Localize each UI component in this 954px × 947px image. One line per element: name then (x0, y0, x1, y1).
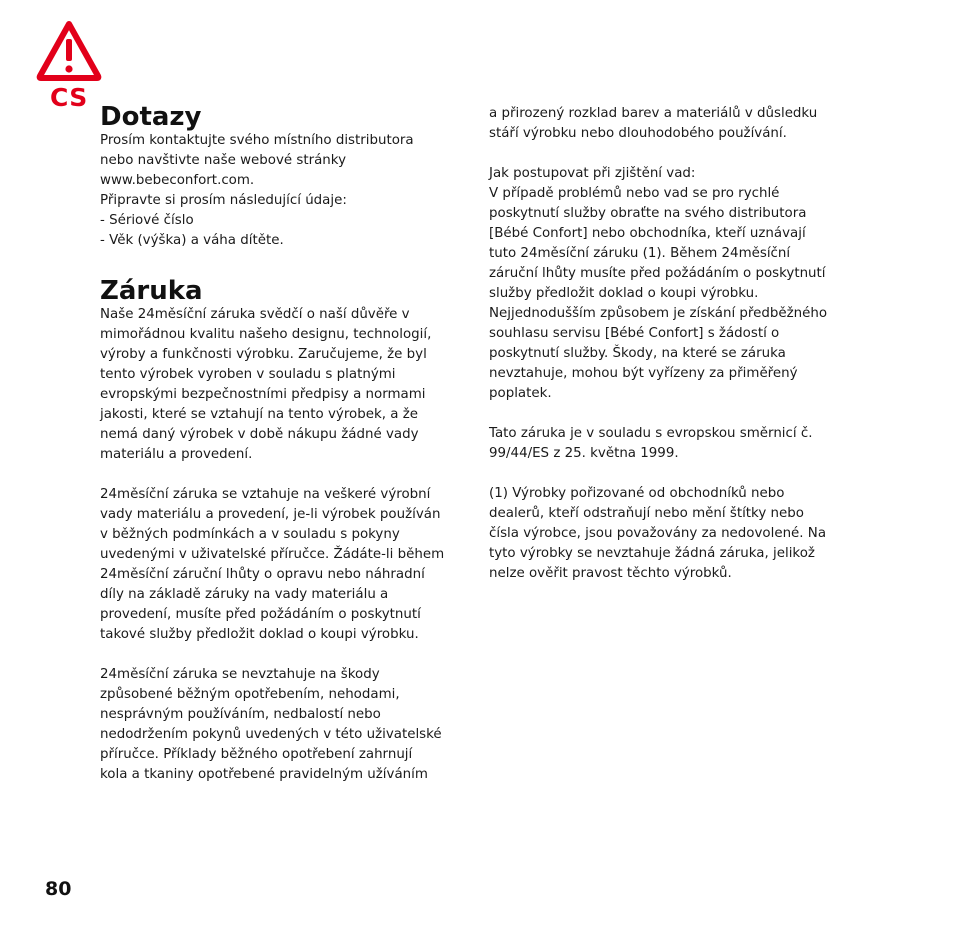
language-code: CS (50, 83, 88, 112)
page-number: 80 (45, 878, 72, 900)
right-paragraph-2: Jak postupovat při zjištění vad: V případě problémů nebo vad se pro rychlé poskytnutí služby obraťte na svého distributora [Bébé Confort] nebo obchodníka, kteří uznávají tuto 24měsíční záruku (1). Během 24měsíční záruční lhůty musíte před požádáním o poskytnutí služby předložit doklad o koupi výrobku. Nejjednodušším způsobem je získání předběžného souhlasu servisu [Bébé Confort] s žádostí o poskytnutí služby. Škody, na které se záruka nevztahuje, mohou být vyřízeny za přiměřený poplatek. (489, 166, 828, 401)
zaruka-paragraph-1: Naše 24měsíční záruka svědčí o naší důvěře v mimořádnou kvalitu našeho designu, technologií, výroby a funkčnosti výrobku. Zaručujeme, že byl tento výrobek vyroben v souladu s platnými evropskými bezpečnostními předpisy a normami jakosti, které se vztahují na tento výrobek, a že nemá daný výrobek v době nákupu žádné vady materiálu a provedení. (100, 307, 432, 462)
right-paragraph-1: a přirozený rozklad barev a materiálů v důsledku stáří výrobku nebo dlouhodobého používání. (489, 106, 818, 141)
section-title-dotazy: Dotazy (100, 102, 202, 132)
section-title-zaruka: Záruka (100, 276, 203, 306)
zaruka-paragraph-2: 24měsíční záruka se vztahuje na veškeré výrobní vady materiálu a provedení, je-li výrobek používán v běžných podmínkách a v souladu s pokyny uvedenými v uživatelské příručce. Žádáte-li během 24měsíční záruční lhůty o opravu nebo náhradní díly na základě záruky na vady materiálu a provedení, musíte před požádáním o poskytnutí takové služby předložit doklad o koupi výrobku. (100, 487, 445, 642)
left-column (100, 104, 462, 785)
zaruka-paragraph-3: 24měsíční záruka se nevztahuje na škody způsobené běžným opotřebením, nehodami, nesprávným používáním, nedbalostí nebo nedodržením pokynů uvedených v této uživatelské příručce. Příklady běžného opotřebení zahrnují kola a tkaniny opotřebené pravidelným užíváním (100, 667, 442, 782)
right-paragraph-3: Tato záruka je v souladu s evropskou směrnicí č. 99/44/ES z 25. května 1999. (489, 426, 813, 461)
dotazy-text: Prosím kontaktujte svého místního distributora nebo navštivte naše webové stránky www.bebeconfort.com. Připravte si prosím následující údaje: - Sériové číslo - Věk (výška) a váha dítěte. (100, 133, 414, 248)
right-column (489, 104, 849, 584)
right-paragraph-4: (1) Výrobky pořizované od obchodníků nebo dealerů, kteří odstraňují nebo mění štítky nebo čísla výrobce, jsou považovány za nedovolené. Na tyto výrobky se nevztahuje žádná záruka, jelikož nelze ověřit pravost těchto výrobků. (489, 486, 827, 581)
warning-icon (36, 20, 102, 82)
